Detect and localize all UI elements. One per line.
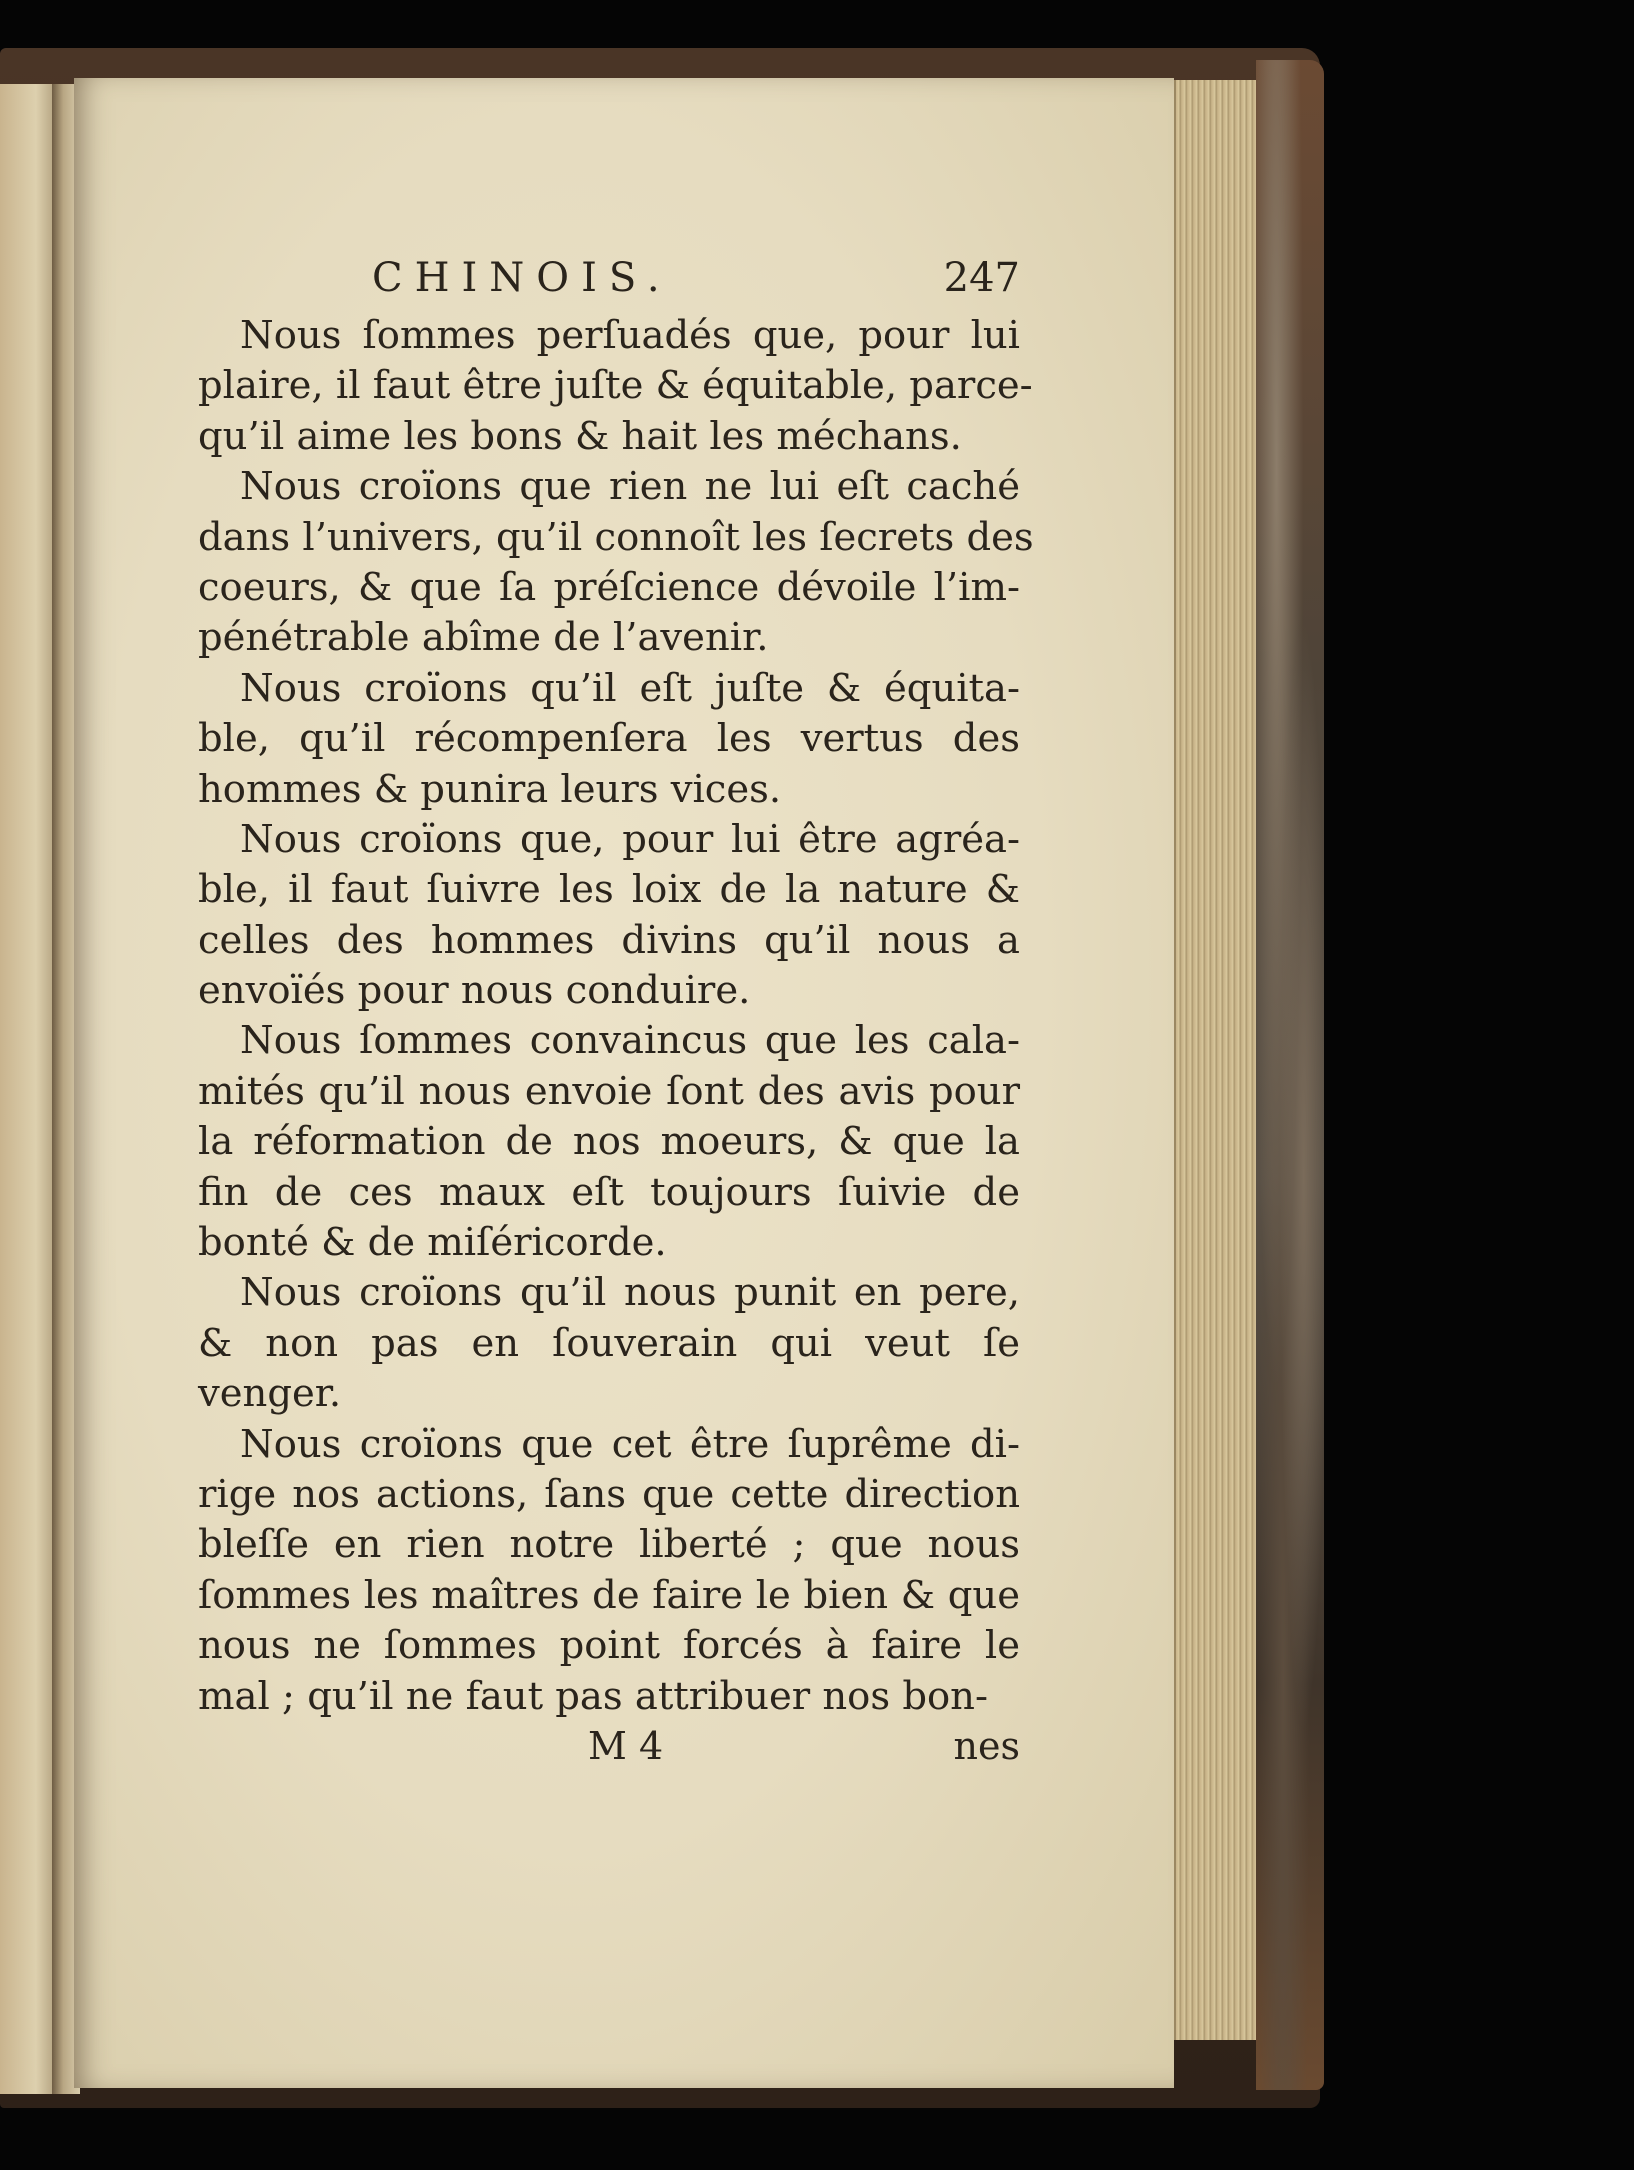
text-line: Nous croïons que, pour lui être agréa- (240, 816, 1020, 862)
text-line: bleſſe en rien notre liberté ; que nous (198, 1522, 1020, 1568)
paragraph (198, 815, 1020, 1017)
text-line: hommes & punira leurs vices. (198, 766, 782, 812)
text-line: Nous croïons que rien ne lui eſt caché (240, 464, 1020, 510)
text-line: nous ne ſommes point forcés à faire le (198, 1623, 1020, 1669)
text-line: fin de ces maux eſt toujours ſuivie de (198, 1169, 1020, 1215)
paragraph (198, 1268, 1020, 1419)
left-page-edge (0, 84, 60, 2094)
text-line: plaire, il faut être juſte & équitable, parce- (198, 363, 1033, 409)
text-line: dans l’univers, qu’il connoît les ſecrets des (198, 514, 1034, 560)
text-line: Nous ſommes perſuadés que, pour lui (240, 313, 1020, 358)
text-line: venger. (198, 1371, 342, 1417)
text-line: Nous croïons qu’il eſt juſte & équita- (240, 665, 1020, 711)
text-line: mal ; qu’il ne faut pas attribuer nos bon- (198, 1673, 988, 1719)
text-line: la réformation de nos moeurs, & que la (198, 1119, 1020, 1165)
text-line: & non pas en ſouverain qui veut ſe (198, 1320, 1020, 1366)
header-line (198, 255, 1020, 311)
text-line: Nous ſommes convaincus que les cala- (240, 1018, 1020, 1064)
paragraph (198, 1420, 1020, 1722)
page-number: 247 (943, 255, 1020, 301)
text-line: ſommes les maîtres de faire le bien & que (198, 1572, 1020, 1618)
text-line: ble, il faut ſuivre les loix de la nature & (198, 867, 1020, 913)
text-line: pénétrable abîme de l’avenir. (198, 615, 769, 661)
text-line: Nous croïons qu’il nous punit en pere, (240, 1270, 1020, 1316)
text-line: envoïés pour nous conduire. (198, 968, 751, 1014)
text-line: Nous croïons que cet être ſuprême di- (240, 1421, 1020, 1467)
text-line: qu’il aime les bons & hait les méchans. (198, 413, 962, 459)
running-head: CHINOIS. (372, 255, 672, 301)
text-line: bonté & de miſéricorde. (198, 1220, 667, 1266)
text-line: coeurs, & que ſa préſcience dévoile l’im- (198, 564, 1020, 610)
footer-line (198, 1724, 1020, 1776)
paragraph (198, 1016, 1020, 1268)
text-line: rige nos actions, ſans que cette direction (198, 1471, 1020, 1517)
body-text (198, 311, 1034, 1722)
paragraph (198, 664, 1020, 815)
paragraph (198, 311, 1033, 462)
signature-mark: M 4 (588, 1723, 664, 1768)
page-edges (1174, 80, 1258, 2040)
text-line: mités qu’il nous envoie ſont des avis pour (198, 1068, 1020, 1114)
text-line: celles des hommes divins qu’il nous a (198, 917, 1020, 963)
marbled-board (1256, 60, 1324, 2090)
paragraph (198, 462, 1034, 664)
catchword: nes (953, 1723, 1020, 1768)
text-line: ble, qu’il récompenſera les vertus des (198, 716, 1020, 762)
text-block (198, 255, 1034, 1776)
